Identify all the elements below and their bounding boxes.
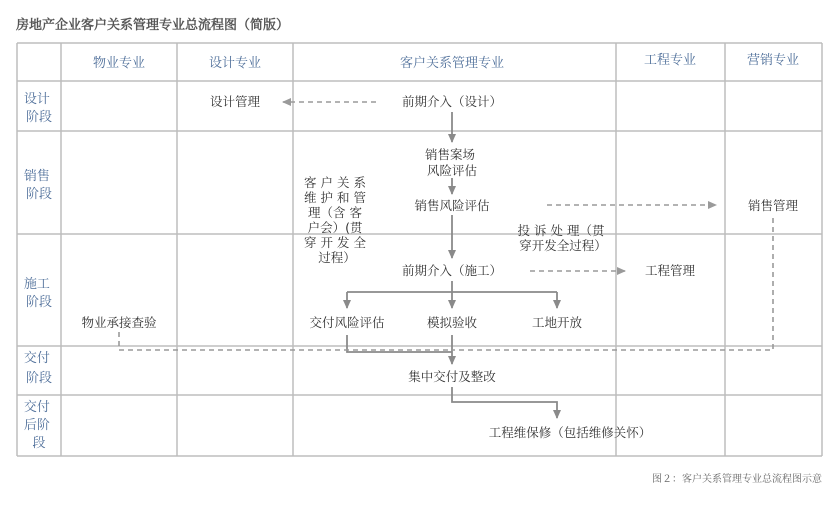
node-site-open-day: 工地开放 bbox=[531, 315, 583, 330]
node-sales-site-risk-assessment: 销售案场 风险评估 bbox=[425, 147, 478, 178]
diagram-title: 房地产企业客户关系管理专业总流程图（简版） bbox=[16, 18, 290, 33]
column-header-marketing: 营销专业 bbox=[746, 53, 800, 68]
row-header-sales-stage: 销售 阶段 bbox=[23, 169, 53, 202]
node-engineering-management: 工程管理 bbox=[644, 263, 696, 278]
node-early-involvement-design: 前期介入（设计） bbox=[401, 94, 503, 109]
row-header-construction-stage: 施工 阶段 bbox=[23, 277, 53, 310]
node-customer-relationship-maintenance: 客 户 关 系 维 护 和 管 理（含 客 户会）(贯 穿 开 发 全 过程） bbox=[304, 175, 366, 265]
column-header-crm: 客户关系管理专业 bbox=[399, 56, 505, 71]
row-header-post-delivery-stage: 交付 后阶 段 bbox=[23, 400, 50, 451]
node-engineering-warranty: 工程维保修（包括维修关怀） bbox=[488, 425, 652, 440]
column-header-design: 设计专业 bbox=[208, 56, 262, 71]
node-delivery-risk-assessment: 交付风险评估 bbox=[309, 315, 385, 330]
dashed-property-inspect-link bbox=[119, 332, 452, 350]
node-sales-risk-assessment: 销售风险评估 bbox=[414, 198, 490, 213]
branch-connector bbox=[347, 281, 557, 292]
node-mock-acceptance: 模拟验收 bbox=[426, 315, 478, 330]
column-header-property: 物业专业 bbox=[92, 56, 146, 71]
node-sales-management: 销售管理 bbox=[747, 198, 799, 213]
node-design-management: 设计管理 bbox=[209, 94, 261, 109]
row-header-delivery-stage: 交付 阶段 bbox=[23, 351, 53, 386]
row-header-design-stage: 设计 阶段 bbox=[23, 92, 53, 125]
node-property-handover-inspection: 物业承接查验 bbox=[81, 315, 157, 330]
node-central-delivery-rectification: 集中交付及整改 bbox=[408, 369, 496, 384]
node-complaint-handling: 投 诉 处 理（贯 穿开发全过程） bbox=[517, 223, 607, 253]
arrow-central-delivery-to-warranty bbox=[452, 387, 557, 418]
figure-caption: 图２：客户关系管理专业总流程图示意 bbox=[652, 474, 822, 485]
column-header-engineering: 工程专业 bbox=[643, 53, 697, 68]
node-early-involvement-construction: 前期介入（施工） bbox=[401, 263, 503, 278]
